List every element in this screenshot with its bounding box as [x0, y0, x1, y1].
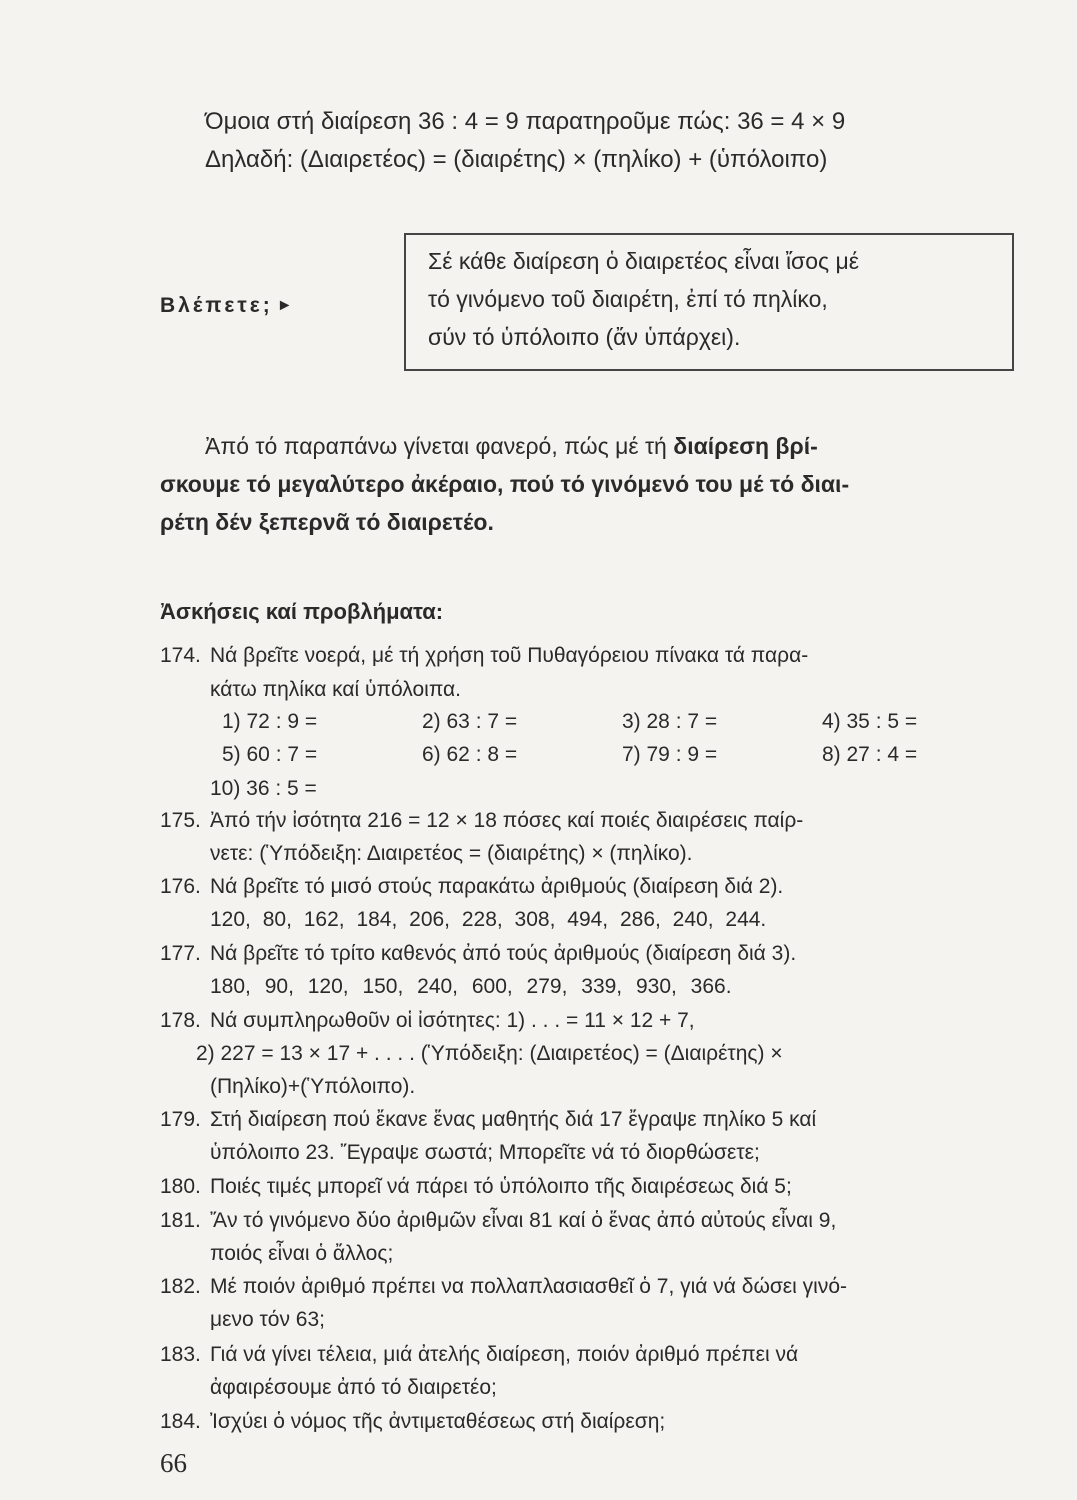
- division-item: 7) 79 : 9 =: [622, 743, 718, 766]
- exercise-183-line-1: Γιά νά γίνει τέλεια, μιά ἀτελής διαίρεση, ποιόν ἀριθμό πρέπει νά: [210, 1343, 799, 1366]
- exercise-179-line-1: Στή διαίρεση πού ἔκανε ἕνας μαθητής διά 17 ἔγραψε πηλίκο 5 καί: [210, 1108, 817, 1131]
- exercise-179-number: 179.: [160, 1108, 201, 1131]
- conclusion-bold-text: διαίρεση βρί-: [673, 433, 818, 459]
- intro-line-1: Όμοια στή διαίρεση 36 : 4 = 9 παρατηροῦμε πώς: 36 = 4 × 9: [205, 108, 846, 135]
- division-item: 5) 60 : 7 =: [222, 743, 318, 766]
- page-number: 66: [160, 1448, 187, 1478]
- exercise-178-line-2: 2) 227 = 13 × 17 + . . . . (Ὑπόδειξη: (Διαιρετέος) = (Διαιρέτης) ×: [196, 1042, 783, 1065]
- exercise-176-number: 176.: [160, 875, 201, 898]
- division-item: 1) 72 : 9 =: [222, 710, 318, 733]
- exercise-180-number: 180.: [160, 1175, 201, 1198]
- exercise-177-number: 177.: [160, 942, 201, 965]
- exercise-181-number: 181.: [160, 1209, 201, 1232]
- division-item: 4) 35 : 5 =: [822, 710, 918, 733]
- exercise-180-line-1: Ποιές τιμές μπορεῖ νά πάρει τό ὑπόλοιπο τῆς διαιρέσεως διά 5;: [210, 1175, 792, 1198]
- exercise-177-line-1: Νά βρεῖτε τό τρίτο καθενός ἀπό τούς ἀριθμούς (διαίρεση διά 3).: [210, 942, 797, 965]
- division-item: 10) 36 : 5 =: [210, 777, 317, 800]
- rule-line-2: τό γινόμενο τοῦ διαιρέτη, ἐπί τό πηλίκο,: [428, 286, 828, 312]
- exercise-179-line-2: ὑπόλοιπο 23. Ἔγραψε σωστά; Μπορεῖτε νά τό διορθώσετε;: [210, 1141, 760, 1164]
- exercise-175-line-1: Ἀπό τήν ἰσότητα 216 = 12 × 18 πόσες καί ποιές διαιρέσεις παίρ-: [210, 809, 804, 832]
- see-label: [160, 290, 293, 320]
- division-item: 8) 27 : 4 =: [822, 743, 918, 766]
- exercise-183-line-2: ἀφαιρέσουμε ἀπό τό διαιρετέο;: [210, 1376, 497, 1399]
- conclusion-line-1: [205, 432, 818, 460]
- exercise-178-number: 178.: [160, 1009, 201, 1032]
- exercise-174-line-2: κάτω πηλίκα καί ὑπόλοιπα.: [210, 678, 461, 701]
- division-item: 3) 28 : 7 =: [622, 710, 718, 733]
- exercise-184-number: 184.: [160, 1410, 201, 1433]
- rule-line-3: σύν τό ὑπόλοιπο (ἄν ὑπάρχει).: [428, 324, 741, 350]
- exercise-174-number: 174.: [160, 644, 201, 667]
- exercise-178-line-1: Νά συμπληρωθοῦν οἱ ἰσότητες: 1) . . . = 11 × 12 + 7,: [210, 1009, 695, 1032]
- conclusion-line-3: ρέτη δέν ξεπερνᾶ τό διαιρετέο.: [160, 509, 494, 535]
- exercise-178-line-3: (Πηλίκο)+(Ὑπόλοιπο).: [210, 1075, 416, 1098]
- intro-line-2: Δηλαδή: (Διαιρετέος) = (διαιρέτης) × (πηλίκο) + (ὑπόλοιπο): [205, 146, 828, 173]
- right-pointer-icon: ►: [276, 296, 293, 314]
- exercise-184-line-1: Ἰσχύει ὁ νόμος τῆς ἀντιμεταθέσεως στή διαίρεση;: [210, 1410, 666, 1433]
- exercise-177-line-2: 180, 90, 120, 150, 240, 600, 279, 339, 930, 366.: [210, 975, 732, 998]
- exercise-175-number: 175.: [160, 809, 201, 832]
- rule-box: [404, 233, 1014, 371]
- exercises-title: Ἀσκήσεις καί προβλήματα:: [160, 599, 444, 624]
- exercise-182-line-1: Μέ ποιόν ἀριθμό πρέπει να πολλαπλασιασθεῖ ὁ 7, γιά νά δώσει γινό-: [210, 1275, 848, 1298]
- exercise-182-number: 182.: [160, 1275, 201, 1298]
- exercise-183-number: 183.: [160, 1343, 201, 1366]
- conclusion-line-2: σκουμε τό μεγαλύτερο ἀκέραιο, πού τό γινόμενό του μέ τό διαι-: [160, 471, 850, 497]
- rule-line-1: Σέ κάθε διαίρεση ὁ διαιρετέος εἶναι ἴσος μέ: [428, 248, 860, 274]
- conclusion-normal-text: Ἀπό τό παραπάνω γίνεται φανερό, πώς μέ τή: [205, 433, 674, 459]
- see-text: Βλέπετε;: [160, 294, 273, 317]
- division-item: 6) 62 : 8 =: [422, 743, 518, 766]
- division-item: 2) 63 : 7 =: [422, 710, 518, 733]
- exercise-181-line-2: ποιός εἶναι ὁ ἄλλος;: [210, 1242, 394, 1265]
- exercise-181-line-1: Ἄν τό γινόμενο δύο ἀριθμῶν εἶναι 81 καί ὁ ἕνας ἀπό αὐτούς εἶναι 9,: [210, 1209, 837, 1232]
- exercise-175-line-2: νετε: (Ὑπόδειξη: Διαιρετέος = (διαιρέτης) × (πηλίκο).: [210, 842, 693, 865]
- exercise-182-line-2: μενο τόν 63;: [210, 1308, 325, 1331]
- exercise-176-line-1: Νά βρεῖτε τό μισό στούς παρακάτω ἀριθμούς (διαίρεση διά 2).: [210, 875, 784, 898]
- exercise-176-line-2: 120, 80, 162, 184, 206, 228, 308, 494, 286, 240, 244.: [210, 908, 767, 931]
- exercise-174-line-1: Νά βρεῖτε νοερά, μέ τή χρήση τοῦ Πυθαγόρειου πίνακα τά παρα-: [210, 644, 809, 667]
